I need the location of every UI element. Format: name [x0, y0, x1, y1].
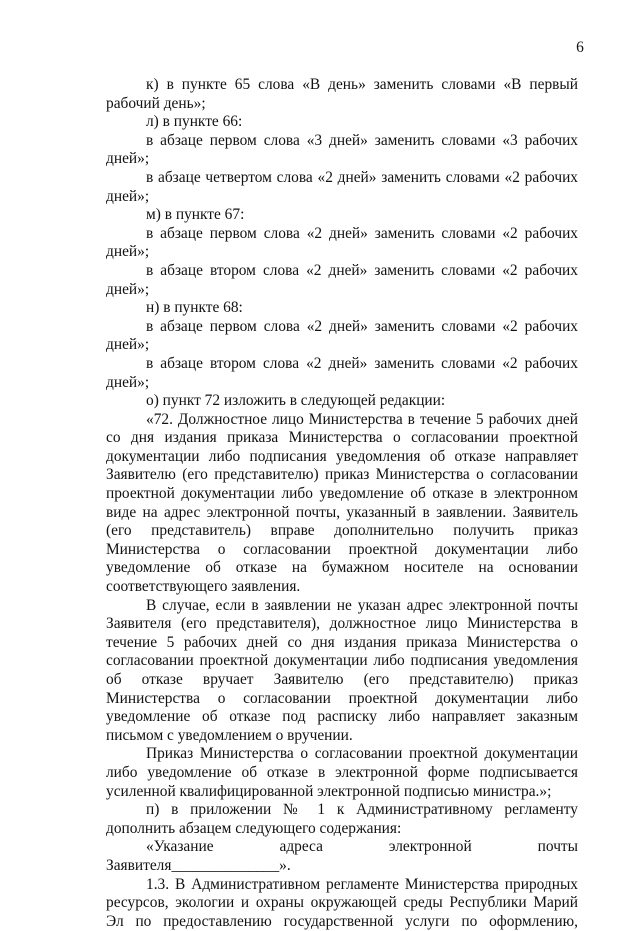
page-number: 6	[576, 39, 584, 56]
paragraph-72-case: В случае, если в заявлении не указан адрес электронной почты Заявителя (его представителя), должностное лицо Министерства в течение 5 рабочих дней со дня издания приказа Министерства о согласовании проектной документации либо подписания уведомления об отказе вручает Заявителю (его представителю) приказ Министерства о согласовании проектной документации либо уведомление об отказе под расписку либо направляет заказным письмом с уведомлением о вручении.	[106, 596, 578, 744]
paragraph-m-1: в абзаце первом слова «2 дней» заменить словами «2 рабочих дней»;	[106, 224, 578, 261]
paragraph-m-2: в абзаце втором слова «2 дней» заменить словами «2 рабочих дней»;	[106, 261, 578, 298]
paragraph-n-2: в абзаце втором слова «2 дней» заменить словами «2 рабочих дней»;	[106, 354, 578, 391]
paragraph-m: м) в пункте 67:	[146, 206, 245, 224]
paragraph-l-2: в абзаце четвертом слова «2 дней» заменить словами «2 рабочих дней»;	[106, 168, 578, 205]
paragraph-n: н) в пункте 68:	[146, 299, 243, 317]
paragraph-l: л) в пункте 66:	[146, 113, 243, 131]
paragraph-l-1: в абзаце первом слова «3 дней» заменить словами «3 рабочих дней»;	[106, 131, 578, 168]
paragraph-k: к) в пункте 65 слова «В день» заменить словами «В первый рабочий день»;	[106, 76, 578, 112]
paragraph-o: о) пункт 72 изложить в следующей редакции:	[146, 392, 446, 410]
paragraph-email-indication: «Указание адреса электронной почты Заявителя______________».	[106, 838, 578, 874]
paragraph-72-order: Приказ Министерства о согласовании проектной документации либо уведомление об отказе в электронной форме подписывается усиленной квалифицированной электронной подписью министра.»;	[106, 745, 578, 800]
paragraph-72-text: «72. Должностное лицо Министерства в течение 5 рабочих дней со дня издания приказа Министерства о согласовании проектной документации либо подписания уведомления об отказе направляет Заявителю (его представителю) приказ Министерства о согласовании проектной документации либо уведомление об отказе в электронном виде на адрес электронной почты, указанный в заявлении. Заявитель (его представитель) вправе дополнительно получить приказ Министерства о согласовании проектной документации либо уведомление об отказе на бумажном носителе на основании соответствующего заявления.	[106, 410, 578, 596]
document-body	[106, 76, 578, 931]
paragraph-p: п) в приложении № 1 к Административному регламенту дополнить абзацем следующего содержания:	[106, 801, 578, 837]
paragraph-1-3: 1.3. В Административном регламенте Министерства природных ресурсов, экологии и охраны окружающей среды Республики Марий Эл по предоставлению государственной услуги по оформлению,	[106, 875, 578, 930]
paragraph-n-1: в абзаце первом слова «2 дней» заменить словами «2 рабочих дней»;	[106, 317, 578, 354]
